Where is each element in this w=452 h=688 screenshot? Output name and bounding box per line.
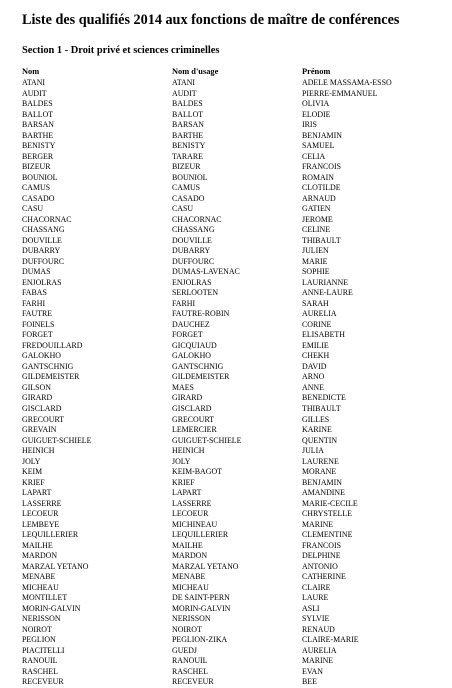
table-row: [0, 436, 452, 447]
nom-cell: BOUNIOL: [22, 172, 58, 182]
prenom-cell: FRANCOIS: [302, 540, 342, 550]
nom-usage-cell: GRECOURT: [172, 414, 215, 424]
prenom-cell: CHEKH: [302, 351, 330, 361]
prenom-cell: ROMAIN: [302, 172, 335, 182]
nom-cell: MARZAL YETANO: [22, 561, 89, 571]
table-row: [0, 141, 452, 152]
nom-usage-cell: KEIM-BAGOT: [172, 467, 222, 477]
prenom-cell: CLAIRE-MARIE: [302, 635, 359, 645]
prenom-cell: FRANCOIS: [302, 162, 342, 172]
nom-cell: FAUTRE: [22, 309, 53, 319]
nom-usage-cell: CASADO: [172, 193, 205, 203]
column-header-prenom: Prénom: [302, 67, 331, 76]
prenom-cell: ADELE MASSAMA-ESSO: [302, 78, 392, 87]
prenom-cell: CELIA: [302, 151, 326, 161]
prenom-cell: ANNE-LAURE: [302, 288, 353, 298]
nom-usage-cell: LAPART: [172, 488, 202, 498]
nom-cell: FREDOUILLARD: [22, 340, 83, 350]
nom-usage-cell: SERLOOTEN: [172, 288, 219, 298]
nom-cell: KEIM: [22, 467, 43, 477]
table-row: [0, 162, 452, 173]
nom-cell: LASSERRE: [22, 498, 62, 508]
nom-usage-cell: GILDEMEISTER: [172, 372, 230, 382]
nom-usage-cell: DOUVILLE: [172, 235, 212, 245]
prenom-cell: MARIE-CECILE: [302, 498, 358, 508]
nom-cell: CASU: [22, 204, 44, 214]
nom-cell: CAMUS: [22, 183, 51, 193]
page-title: Liste des qualifiés 2014 aux fonctions de maître de conférences: [22, 12, 400, 28]
nom-cell: MICHEAU: [22, 582, 59, 592]
prenom-cell: GATIEN: [302, 204, 331, 214]
qualified-list-table: [0, 78, 452, 688]
nom-usage-cell: LECOEUR: [172, 509, 209, 519]
prenom-cell: MARIE: [302, 256, 328, 266]
nom-usage-cell: RECEVEUR: [172, 677, 214, 687]
prenom-cell: MARINE: [302, 656, 334, 666]
table-row: [0, 572, 452, 583]
column-header-nom-usage: Nom d'usage: [172, 67, 219, 76]
prenom-cell: BENJAMIN: [302, 130, 342, 140]
table-row: [0, 551, 452, 562]
nom-usage-cell: GANTSCHNIG: [172, 361, 224, 371]
nom-usage-cell: GICQUIAUD: [172, 340, 217, 350]
table-row: [0, 288, 452, 299]
table-row: [0, 225, 452, 236]
prenom-cell: ANNE: [302, 382, 324, 392]
nom-cell: BERGER: [22, 151, 54, 161]
nom-cell: GISCLARD: [22, 403, 62, 413]
nom-cell: GIRARD: [22, 393, 53, 403]
nom-usage-cell: RASCHEL: [172, 666, 208, 676]
nom-cell: AUDIT: [22, 88, 47, 98]
nom-cell: BENISTY: [22, 141, 56, 151]
nom-cell: JOLY: [22, 456, 41, 466]
nom-cell: PIACITELLI: [22, 645, 65, 655]
table-row: [0, 246, 452, 257]
nom-usage-cell: GUIGUET-SCHIELE: [172, 435, 242, 445]
nom-usage-cell: BALDES: [172, 99, 203, 109]
table-row: [0, 78, 452, 89]
nom-cell: PEGLION: [22, 635, 56, 645]
nom-usage-cell: DE SAINT-PERN: [172, 593, 230, 603]
nom-usage-cell: ATANI: [172, 78, 196, 87]
table-row: [0, 299, 452, 310]
prenom-cell: MORANE: [302, 467, 337, 477]
nom-usage-cell: FORGET: [172, 330, 203, 340]
table-row: [0, 330, 452, 341]
nom-cell: GILSON: [22, 382, 51, 392]
table-row: [0, 488, 452, 499]
table-row: [0, 362, 452, 373]
prenom-cell: LAURENE: [302, 456, 339, 466]
nom-usage-cell: CHASSANG: [172, 225, 215, 235]
prenom-cell: CELINE: [302, 225, 331, 235]
prenom-cell: JEROME: [302, 214, 333, 224]
nom-cell: LEQUILLERIER: [22, 530, 79, 540]
prenom-cell: SAMUEL: [302, 141, 335, 151]
prenom-cell: BEE: [302, 677, 317, 687]
nom-usage-cell: DUFFOURC: [172, 256, 215, 266]
table-row: [0, 667, 452, 678]
prenom-cell: IRIS: [302, 120, 317, 130]
table-row: [0, 478, 452, 489]
table-row: [0, 320, 452, 331]
prenom-cell: LAURIANNE: [302, 277, 349, 287]
prenom-cell: SYLVIE: [302, 614, 330, 624]
table-row: [0, 372, 452, 383]
prenom-cell: CLAIRE: [302, 582, 331, 592]
nom-cell: DOUVILLE: [22, 235, 62, 245]
table-row: [0, 278, 452, 289]
table-row: [0, 415, 452, 426]
table-row: [0, 604, 452, 615]
table-row: [0, 530, 452, 541]
nom-cell: RASCHEL: [22, 666, 58, 676]
nom-cell: LAPART: [22, 488, 52, 498]
nom-usage-cell: CAMUS: [172, 183, 201, 193]
nom-usage-cell: GISCLARD: [172, 403, 212, 413]
table-row: [0, 614, 452, 625]
nom-usage-cell: PEGLION-ZIKA: [172, 635, 228, 645]
nom-cell: MENABE: [22, 572, 56, 582]
nom-cell: BARSAN: [22, 120, 55, 130]
nom-cell: MAILHE: [22, 540, 53, 550]
prenom-cell: ANTONIO: [302, 561, 338, 571]
nom-cell: GREVAIN: [22, 425, 57, 435]
nom-usage-cell: BOUNIOL: [172, 172, 208, 182]
nom-usage-cell: MARZAL YETANO: [172, 561, 239, 571]
nom-cell: FOINELS: [22, 319, 55, 329]
nom-usage-cell: JOLY: [172, 456, 191, 466]
nom-cell: DUBARRY: [22, 246, 61, 256]
nom-usage-cell: RANOUIL: [172, 656, 208, 666]
table-row: [0, 309, 452, 320]
nom-cell: DUFFOURC: [22, 256, 65, 266]
nom-cell: FARHI: [22, 298, 46, 308]
nom-cell: NERISSON: [22, 614, 61, 624]
prenom-cell: EVAN: [302, 666, 323, 676]
table-row: [0, 404, 452, 415]
nom-cell: LECOEUR: [22, 509, 59, 519]
prenom-cell: CHRYSTELLE: [302, 509, 352, 519]
table-row: [0, 583, 452, 594]
nom-usage-cell: LASSERRE: [172, 498, 212, 508]
prenom-cell: BENJAMIN: [302, 477, 342, 487]
table-row: [0, 89, 452, 100]
table-row: [0, 562, 452, 573]
table-row: [0, 541, 452, 552]
nom-usage-cell: MARDON: [172, 551, 208, 561]
table-row: [0, 625, 452, 636]
nom-cell: MARDON: [22, 551, 58, 561]
nom-cell: GILDEMEISTER: [22, 372, 80, 382]
nom-cell: GALOKHO: [22, 351, 62, 361]
prenom-cell: ELODIE: [302, 109, 331, 119]
nom-usage-cell: GIRARD: [172, 393, 203, 403]
table-row: [0, 383, 452, 394]
table-row: [0, 677, 452, 688]
prenom-cell: RENAUD: [302, 624, 335, 634]
nom-usage-cell: HEINICH: [172, 446, 205, 456]
table-row: [0, 393, 452, 404]
nom-cell: RECEVEUR: [22, 677, 64, 687]
table-row: [0, 646, 452, 657]
table-row: [0, 656, 452, 667]
nom-usage-cell: DAUCHEZ: [172, 319, 210, 329]
nom-cell: CHACORNAC: [22, 214, 72, 224]
nom-usage-cell: BENISTY: [172, 141, 206, 151]
prenom-cell: DAVID: [302, 361, 327, 371]
nom-usage-cell: CASU: [172, 204, 194, 214]
table-row: [0, 341, 452, 352]
nom-usage-cell: ENJOLRAS: [172, 277, 212, 287]
nom-usage-cell: MAES: [172, 382, 194, 392]
prenom-cell: OLIVIA: [302, 99, 330, 109]
prenom-cell: THIBAULT: [302, 235, 341, 245]
nom-cell: KRIEF: [22, 477, 45, 487]
prenom-cell: BENEDICTE: [302, 393, 346, 403]
table-row: [0, 509, 452, 520]
nom-usage-cell: BIZEUR: [172, 162, 201, 172]
nom-usage-cell: KRIEF: [172, 477, 195, 487]
nom-cell: RANOUIL: [22, 656, 58, 666]
nom-usage-cell: GUEDJ: [172, 645, 197, 655]
nom-cell: BIZEUR: [22, 162, 51, 172]
prenom-cell: SOPHIE: [302, 267, 330, 277]
nom-cell: ENJOLRAS: [22, 277, 62, 287]
table-row: [0, 183, 452, 194]
table-row: [0, 425, 452, 436]
nom-usage-cell: TARARE: [172, 151, 203, 161]
nom-usage-cell: FAUTRE-ROBIN: [172, 309, 230, 319]
nom-cell: DUMAS: [22, 267, 51, 277]
nom-cell: GRECOURT: [22, 414, 65, 424]
table-row: [0, 457, 452, 468]
table-row: [0, 110, 452, 121]
prenom-cell: CORINE: [302, 319, 332, 329]
table-row: [0, 215, 452, 226]
nom-usage-cell: MICHEAU: [172, 582, 209, 592]
nom-usage-cell: DUBARRY: [172, 246, 211, 256]
prenom-cell: CLOTILDE: [302, 183, 341, 193]
nom-usage-cell: NOIROT: [172, 624, 202, 634]
prenom-cell: QUENTIN: [302, 435, 338, 445]
prenom-cell: CATHERINE: [302, 572, 346, 582]
table-row: [0, 446, 452, 457]
table-row: [0, 499, 452, 510]
prenom-cell: JULIEN: [302, 246, 329, 256]
table-row: [0, 520, 452, 531]
prenom-cell: LAURE: [302, 593, 329, 603]
prenom-cell: KARINE: [302, 425, 332, 435]
prenom-cell: AURELIA: [302, 309, 337, 319]
table-row: [0, 593, 452, 604]
table-row: [0, 257, 452, 268]
prenom-cell: PIERRE-EMMANUEL: [302, 88, 378, 98]
nom-usage-cell: BARTHE: [172, 130, 204, 140]
nom-usage-cell: NERISSON: [172, 614, 211, 624]
nom-cell: CASADO: [22, 193, 55, 203]
nom-cell: BARTHE: [22, 130, 54, 140]
nom-cell: HEINICH: [22, 446, 55, 456]
section-heading: Section 1 - Droit privé et sciences criminelles: [22, 45, 220, 56]
nom-cell: ATANI: [22, 78, 46, 87]
table-row: [0, 204, 452, 215]
nom-usage-cell: CHACORNAC: [172, 214, 222, 224]
prenom-cell: MARINE: [302, 519, 334, 529]
prenom-cell: JULIA: [302, 446, 324, 456]
nom-cell: GUIGUET-SCHIELE: [22, 435, 92, 445]
nom-usage-cell: GALOKHO: [172, 351, 212, 361]
prenom-cell: AMANDINE: [302, 488, 345, 498]
prenom-cell: SARAH: [302, 298, 329, 308]
nom-usage-cell: MORIN-GALVIN: [172, 603, 231, 613]
nom-usage-cell: FARHI: [172, 298, 196, 308]
nom-usage-cell: BALLOT: [172, 109, 204, 119]
prenom-cell: GILLES: [302, 414, 330, 424]
prenom-cell: EMILIE: [302, 340, 329, 350]
nom-cell: NOIROT: [22, 624, 52, 634]
nom-cell: FABAS: [22, 288, 47, 298]
nom-cell: MORIN-GALVIN: [22, 603, 81, 613]
prenom-cell: ARNO: [302, 372, 325, 382]
table-row: [0, 194, 452, 205]
nom-usage-cell: MENABE: [172, 572, 206, 582]
table-row: [0, 99, 452, 110]
table-row: [0, 267, 452, 278]
table-row: [0, 351, 452, 362]
nom-usage-cell: MAILHE: [172, 540, 203, 550]
nom-cell: BALLOT: [22, 109, 54, 119]
nom-usage-cell: LEQUILLERIER: [172, 530, 229, 540]
column-header-nom: Nom: [22, 67, 40, 76]
nom-cell: BALDES: [22, 99, 53, 109]
prenom-cell: DELPHINE: [302, 551, 341, 561]
prenom-cell: AURELIA: [302, 645, 337, 655]
table-row: [0, 152, 452, 163]
prenom-cell: CLEMENTINE: [302, 530, 353, 540]
nom-usage-cell: MICHINEAU: [172, 519, 218, 529]
prenom-cell: ASLI: [302, 603, 320, 613]
table-row: [0, 173, 452, 184]
table-row: [0, 236, 452, 247]
nom-cell: FORGET: [22, 330, 53, 340]
table-row: [0, 467, 452, 478]
nom-usage-cell: AUDIT: [172, 88, 197, 98]
nom-usage-cell: LEMERCIER: [172, 425, 217, 435]
nom-cell: MONTILLET: [22, 593, 68, 603]
nom-usage-cell: DUMAS-LAVENAC: [172, 267, 240, 277]
nom-cell: GANTSCHNIG: [22, 361, 74, 371]
table-row: [0, 120, 452, 131]
table-row: [0, 131, 452, 142]
prenom-cell: ARNAUD: [302, 193, 336, 203]
prenom-cell: ELISABETH: [302, 330, 345, 340]
prenom-cell: THIBAULT: [302, 403, 341, 413]
table-row: [0, 635, 452, 646]
nom-usage-cell: BARSAN: [172, 120, 205, 130]
nom-cell: LEMBEYE: [22, 519, 60, 529]
nom-cell: CHASSANG: [22, 225, 65, 235]
